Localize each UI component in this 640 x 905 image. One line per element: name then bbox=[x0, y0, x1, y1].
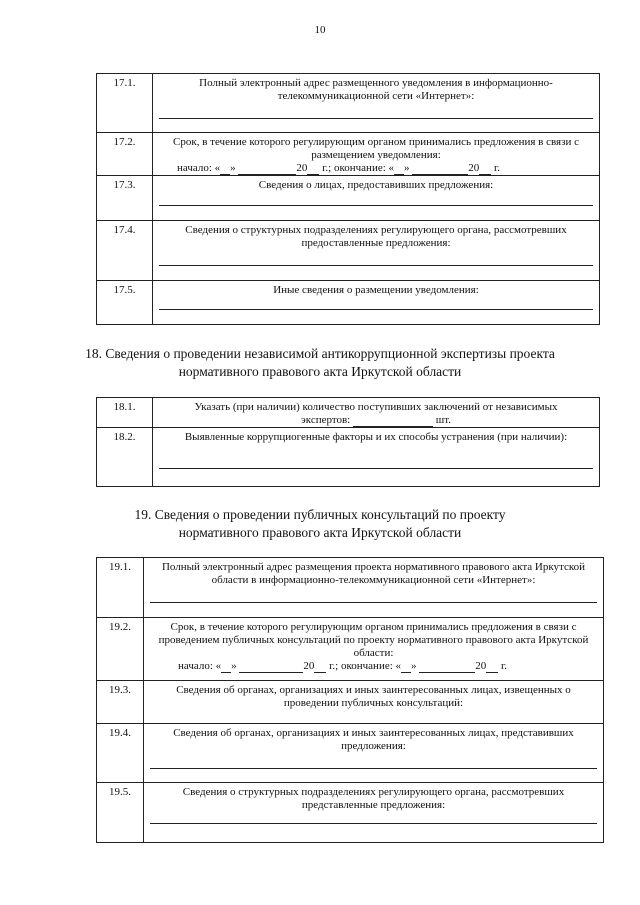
row-number: 17.2. bbox=[97, 133, 153, 176]
start-month-field[interactable] bbox=[238, 164, 296, 175]
year-suffix: г. bbox=[494, 162, 501, 174]
row-text: Срок, в течение которого регулирующим органом принимались предложения в связи с размещением уведомления: bbox=[173, 136, 579, 161]
row-text: Сведения о лицах, предоставивших предложения: bbox=[258, 179, 494, 191]
table-row bbox=[97, 281, 600, 325]
table-row bbox=[97, 724, 604, 783]
table-row bbox=[97, 783, 604, 843]
end-day-field[interactable] bbox=[394, 164, 404, 175]
row-text: Сведения об органах, организациях и иных заинтересованных лицах, извещенных о проведении публичных консультаций: bbox=[176, 684, 571, 709]
table-row bbox=[97, 558, 604, 618]
date-quote: » bbox=[231, 660, 237, 672]
row-number: 17.1. bbox=[97, 74, 153, 133]
end-year-field[interactable] bbox=[486, 662, 498, 673]
section-19-heading: 19. Сведения о проведении публичных консультаций по проекту нормативного правового акта Иркутской области bbox=[134, 507, 506, 540]
row-number: 19.4. bbox=[97, 724, 144, 783]
table-row bbox=[97, 74, 600, 133]
row-text: Сведения о структурных подразделениях регулирующего органа, рассмотревших предоставленные предложения: bbox=[185, 224, 567, 249]
section-18-heading: 18. Сведения о проведении независимой антикоррупционной экспертизы проекта нормативного правового акта Иркутской области bbox=[85, 346, 555, 379]
table-row bbox=[97, 221, 600, 281]
row-text: Срок, в течение которого регулирующим органом принимались предложения в связи с проведением публичных консультаций по проекту нормативного правового акта Иркутской области: bbox=[158, 621, 589, 659]
table-row bbox=[97, 176, 600, 221]
row-number: 17.4. bbox=[97, 221, 153, 281]
date-quote: » bbox=[230, 162, 236, 174]
end-day-field[interactable] bbox=[401, 662, 411, 673]
start-day-field[interactable] bbox=[220, 164, 230, 175]
table-row bbox=[97, 681, 604, 724]
fill-line[interactable] bbox=[159, 309, 593, 310]
end-month-field[interactable] bbox=[412, 164, 468, 175]
year-prefix: 20 bbox=[468, 162, 480, 174]
date-range bbox=[148, 660, 599, 673]
end-month-field[interactable] bbox=[419, 662, 475, 673]
row-number: 18.2. bbox=[97, 428, 153, 487]
table-row bbox=[97, 618, 604, 681]
year-prefix: 20 bbox=[475, 660, 487, 672]
fill-line[interactable] bbox=[159, 265, 593, 266]
start-day-field[interactable] bbox=[221, 662, 231, 673]
table-row bbox=[97, 398, 600, 428]
year-suffix: г. bbox=[501, 660, 508, 672]
row-text: Выявленные коррупциогенные факторы и их способы устранения (при наличии): bbox=[184, 431, 568, 443]
date-quote: » bbox=[404, 162, 410, 174]
fill-line[interactable] bbox=[159, 118, 593, 119]
experts-unit: шт. bbox=[435, 414, 451, 426]
table-row bbox=[97, 428, 600, 487]
row-text: Полный электронный адрес размещения проекта нормативного правового акта Иркутской области в информационно-телекоммуникационной сети «Интернет»: bbox=[161, 561, 586, 586]
fill-line[interactable] bbox=[159, 205, 593, 206]
year-prefix: 20 bbox=[303, 660, 315, 672]
row-number: 17.3. bbox=[97, 176, 153, 221]
start-month-field[interactable] bbox=[239, 662, 303, 673]
fill-line[interactable] bbox=[159, 468, 593, 469]
date-start-label: начало: « bbox=[177, 162, 221, 174]
start-year-field[interactable] bbox=[314, 662, 326, 673]
row-number: 19.1. bbox=[97, 558, 144, 618]
date-range bbox=[157, 162, 595, 175]
fill-line[interactable] bbox=[150, 823, 597, 824]
end-year-field[interactable] bbox=[479, 164, 491, 175]
row-text: Указать (при наличии) количество поступивших заключений от независимых bbox=[194, 401, 558, 413]
row-text: Иные сведения о размещении уведомления: bbox=[273, 284, 479, 296]
section-17-table bbox=[96, 73, 600, 325]
experts-label: экспертов: bbox=[301, 414, 351, 426]
page-number: 10 bbox=[314, 24, 326, 36]
row-number: 19.3. bbox=[97, 681, 144, 724]
row-number: 19.5. bbox=[97, 783, 144, 843]
row-text: Сведения о структурных подразделениях регулирующего органа, рассмотревших представленные предложения: bbox=[182, 786, 565, 811]
section-19-table bbox=[96, 557, 604, 843]
fill-line[interactable] bbox=[150, 602, 597, 603]
date-end-label: г.; окончание: « bbox=[322, 162, 395, 174]
row-text: Полный электронный адрес размещенного уведомления в информационно-телекоммуникационной сети «Интернет»: bbox=[199, 77, 553, 102]
row-number: 17.5. bbox=[97, 281, 153, 325]
experts-count-field[interactable] bbox=[353, 416, 433, 427]
date-start-label: начало: « bbox=[178, 660, 222, 672]
year-prefix: 20 bbox=[296, 162, 308, 174]
section-18-table bbox=[96, 397, 600, 487]
row-number: 18.1. bbox=[97, 398, 153, 428]
date-end-label: г.; окончание: « bbox=[329, 660, 402, 672]
fill-line[interactable] bbox=[150, 768, 597, 769]
row-number: 19.2. bbox=[97, 618, 144, 681]
start-year-field[interactable] bbox=[307, 164, 319, 175]
date-quote: » bbox=[411, 660, 417, 672]
row-text: Сведения об органах, организациях и иных заинтересованных лицах, представивших предложения: bbox=[173, 727, 574, 752]
table-row bbox=[97, 133, 600, 176]
